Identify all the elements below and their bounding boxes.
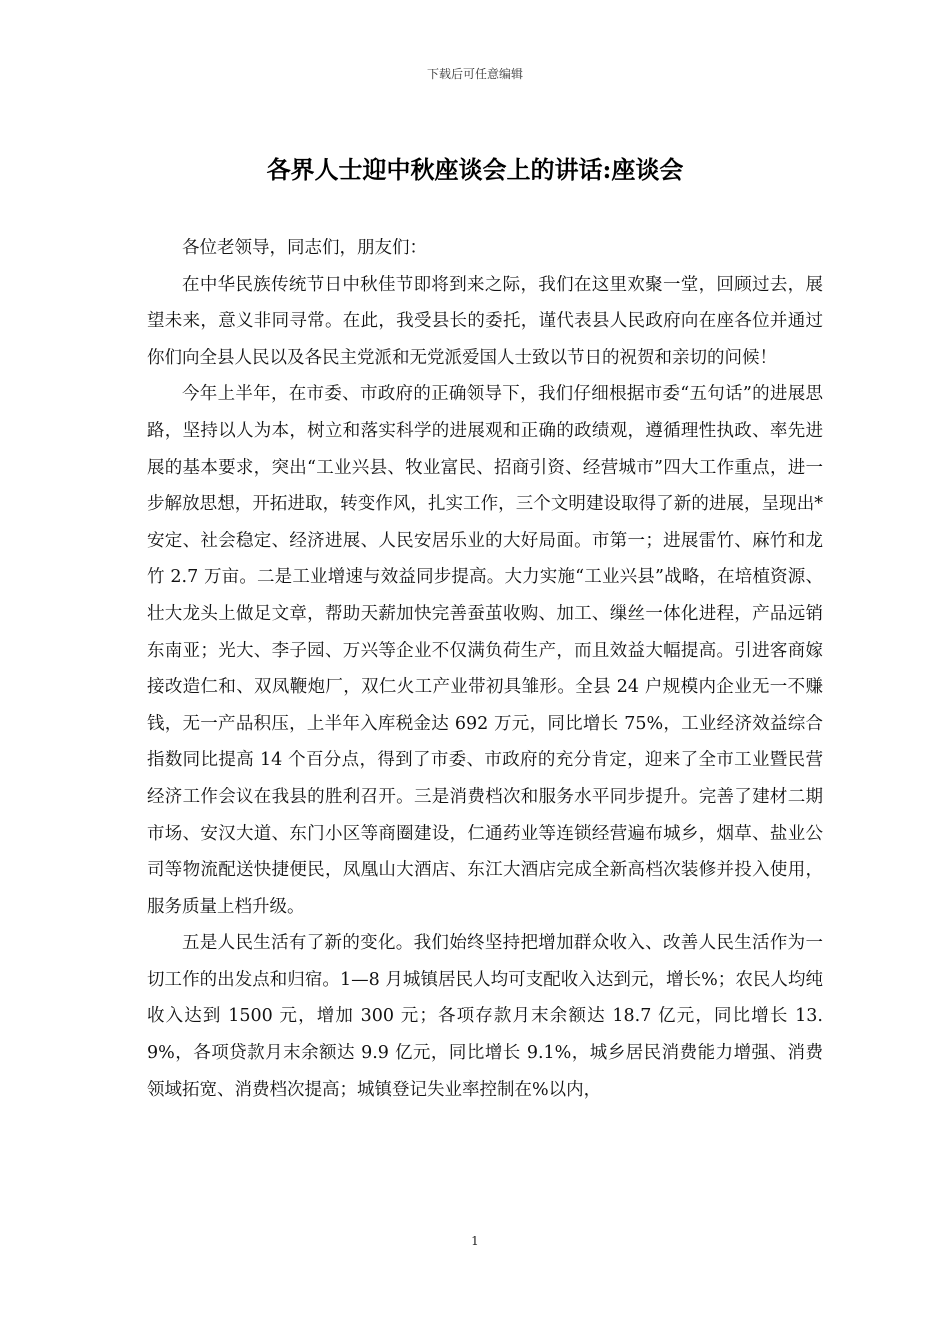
document-body <box>147 230 823 1108</box>
page-header-note: 下载后可任意编辑 <box>426 67 523 81</box>
page-number: 1 <box>471 1234 479 1248</box>
body-paragraph-3: 五是人民生活有了新的变化。我们始终坚持把增加群众收入、改善人民生活作为一切工作的出发点和归宿。1—8 月城镇居民人均可支配收入达到元，增长%；农民人均纯收入达到 1500 元，增加 300 元；各项存款月末余额达 18.7 亿元，同比增长 13.9%，各项贷款月末余额达 9.9 亿元，同比增长 9.1%，城乡居民消费能力增强、消费领域拓宽、消费档次提高；城镇登记失业率控制在%以内， <box>147 933 823 1100</box>
body-paragraph-2: 今年上半年，在市委、市政府的正确领导下，我们仔细根据市委“五句话”的进展思路，坚持以人为本，树立和落实科学的进展观和正确的政绩观，遵循理性执政、率先进展的基本要求，突出“工业兴县、牧业富民、招商引资、经营城市”四大工作重点，进一步解放思想，开拓进取，转变作风，扎实工作，三个文明建设取得了新的进展，呈现出*安定、社会稳定、经济进展、人民安居乐业的大好局面。市第一；进展雷竹、麻竹和龙竹 2.7 万亩。二是工业增速与效益同步提高。大力实施“工业兴县”战略，在培植资源、壮大龙头上做足文章，帮助天薪加快完善蚕茧收购、加工、缫丝一体化进程，产品远销东南亚；光大、李子园、万兴等企业不仅满负荷生产，而且效益大幅提高。引进客商嫁接改造仁和、双凤鞭炮厂，双仁火工产业带初具雏形。全县 24 户规模内企业无一不赚钱，无一产品积压，上半年入库税金达 692 万元，同比增长 75%，工业经济效益综合指数同比提高 14 个百分点，得到了市委、市政府的充分肯定，迎来了全市工业暨民营经济工作会议在我县的胜利召开。三是消费档次和服务水平同步提升。完善了建材二期市场、安汉大道、东门小区等商圈建设，仁通药业等连锁经营遍布城乡，烟草、盐业公司等物流配送快捷便民，凤凰山大酒店、东江大酒店完成全新高档次装修并投入使用，服务质量上档升级。 <box>147 384 823 917</box>
salutation-paragraph: 各位老领导，同志们，朋友们： <box>182 238 427 258</box>
document-title: 各界人士迎中秋座谈会上的讲话:座谈会 <box>266 155 684 184</box>
body-paragraph-1: 在中华民族传统节日中秋佳节即将到来之际，我们在这里欢聚一堂，回顾过去，展望未来，意义非同寻常。在此，我受县长的委托，谨代表县人民政府向在座各位并通过你们向全县人民以及各民主党派和无党派爱国人士致以节日的祝贺和亲切的问候！ <box>147 274 823 368</box>
